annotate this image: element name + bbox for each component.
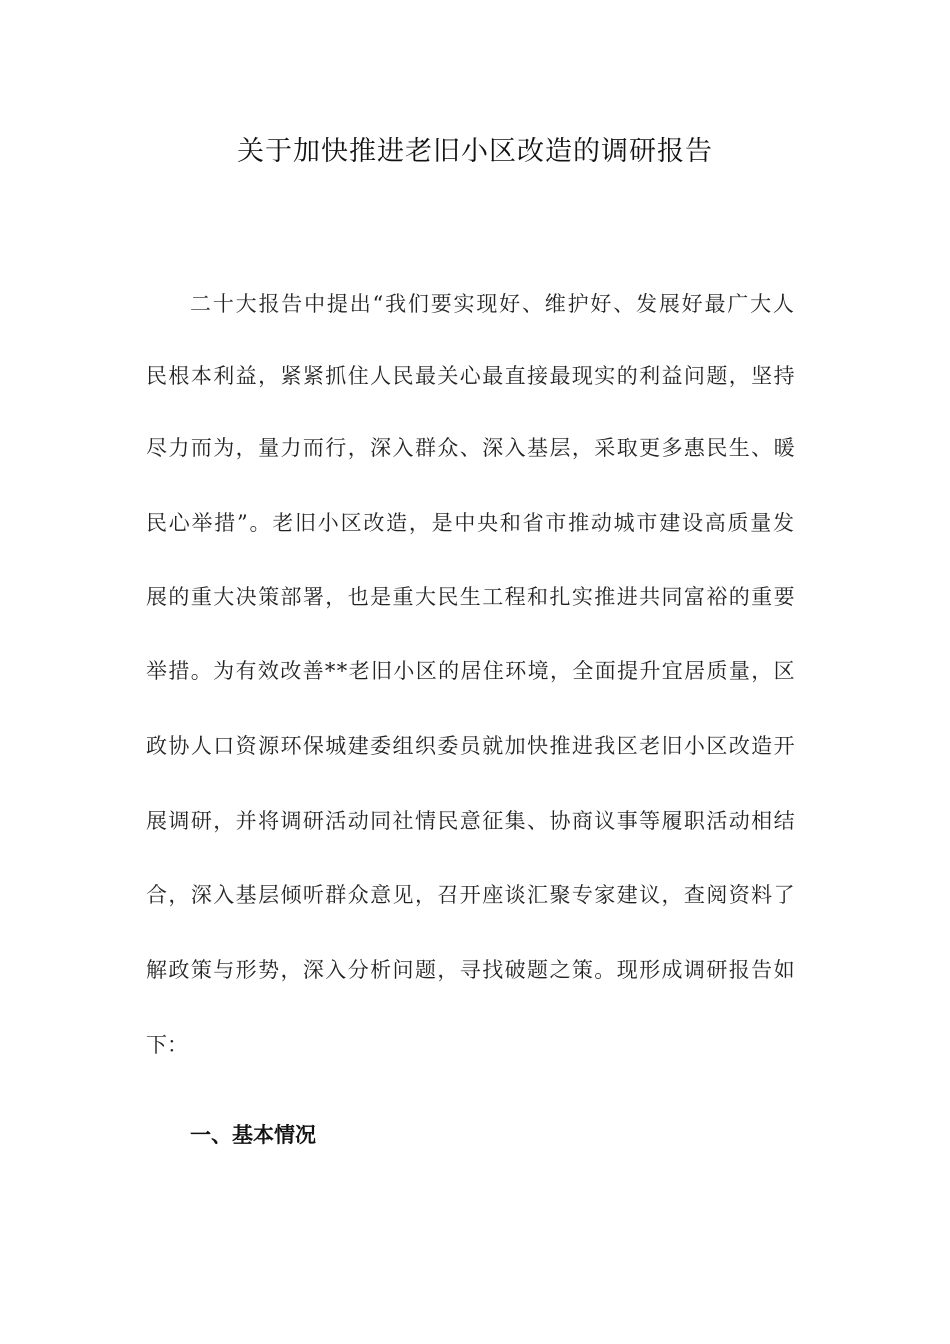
- paragraph-line: 解政策与形势，深入分析问题，寻找破题之策。现形成调研报告如: [146, 958, 797, 982]
- paragraph-line: 合，深入基层倾听群众意见，召开座谈汇聚专家建议，查阅资料了: [146, 883, 797, 907]
- paragraph-line: 二十大报告中提出“我们要实现好、维护好、发展好最广大人: [190, 292, 796, 316]
- section-heading: 一、基本情况: [190, 1123, 316, 1147]
- document-title: 关于加快推进老旧小区改造的调研报告: [237, 136, 713, 167]
- paragraph-line: 民根本利益，紧紧抓住人民最关心最直接最现实的利益问题，坚持: [146, 364, 797, 388]
- paragraph-line: 下：: [146, 1033, 188, 1057]
- paragraph-line: 民心举措”。老旧小区改造，是中央和省市推动城市建设高质量发: [146, 511, 796, 535]
- paragraph-line: 展的重大决策部署，也是重大民生工程和扎实推进共同富裕的重要: [146, 585, 797, 609]
- paragraph-line: 尽力而为，量力而行，深入群众、深入基层，采取更多惠民生、暖: [146, 436, 797, 460]
- paragraph-line: 举措。为有效改善**老旧小区的居住环境，全面提升宜居质量，区: [146, 659, 797, 683]
- paragraph-line: 政协人口资源环保城建委组织委员就加快推进我区老旧小区改造开: [146, 734, 797, 758]
- paragraph-line: 展调研，并将调研活动同社情民意征集、协商议事等履职活动相结: [146, 809, 797, 833]
